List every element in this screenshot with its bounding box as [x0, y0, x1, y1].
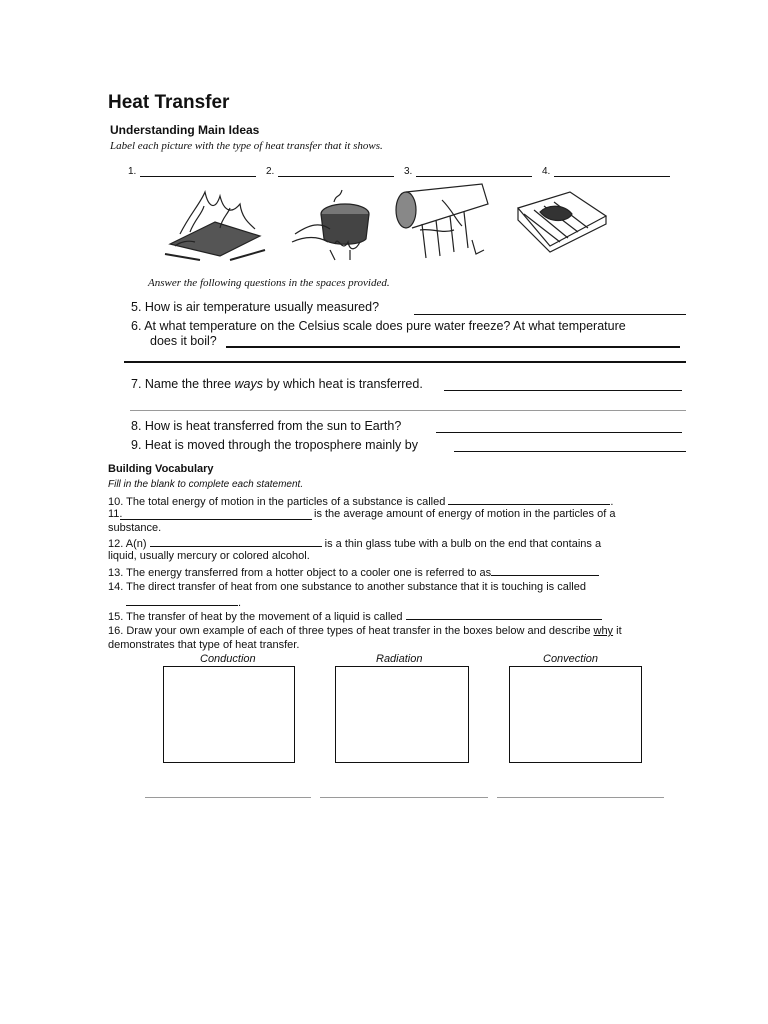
description-line-conduction[interactable]: [145, 797, 311, 798]
question-6-line-1: 6. At what temperature on the Celsius scale does pure water freeze? At what temperature: [131, 319, 626, 333]
statement-11: is the average amount of energy of motion in the particles of a: [314, 508, 616, 520]
blank-12[interactable]: [150, 536, 322, 547]
section-heading-vocabulary: Building Vocabulary: [108, 463, 214, 475]
drawing-box-convection[interactable]: [509, 666, 642, 763]
blank-11[interactable]: [120, 519, 312, 520]
statement-13: 13. The energy transferred from a hotter object to a cooler one is referred to as: [108, 565, 599, 579]
blank-10[interactable]: [448, 494, 610, 505]
answer-line-8[interactable]: [436, 432, 682, 433]
blank-14[interactable]: [126, 595, 238, 606]
answer-line-6b[interactable]: [124, 361, 686, 363]
blank-15[interactable]: [406, 609, 602, 620]
answer-line-6a[interactable]: [226, 346, 680, 348]
drawing-box-radiation[interactable]: [335, 666, 469, 763]
radiator-illustration: [392, 180, 492, 262]
picture-answer-line-1[interactable]: [140, 176, 256, 177]
statement-14-end: .: [126, 595, 241, 609]
section-heading-main-ideas: Understanding Main Ideas: [110, 123, 260, 137]
statement-10: 10. The total energy of motion in the particles of a substance is called .: [108, 495, 614, 508]
answer-line-7a[interactable]: [444, 390, 682, 391]
blank-13[interactable]: [491, 565, 599, 576]
picture-answer-line-4[interactable]: [554, 176, 670, 177]
statement-12: 12. A(n) is a thin glass tube with a bulb on the end that contains a: [108, 537, 602, 550]
vocab-instruction: Fill in the blank to complete each statement.: [108, 479, 304, 490]
drawing-box-conduction[interactable]: [163, 666, 295, 763]
picture-answer-line-2[interactable]: [278, 176, 394, 177]
answer-line-9[interactable]: [454, 451, 686, 452]
question-5: 5. How is air temperature usually measured?: [131, 300, 380, 314]
description-line-radiation[interactable]: [320, 797, 488, 798]
statement-12-continued: liquid, usually mercury or colored alcohol.: [108, 550, 310, 562]
page-title: Heat Transfer: [108, 92, 230, 113]
picture-label-1: 1.: [128, 166, 137, 177]
description-line-convection[interactable]: [497, 797, 664, 798]
picture-answer-line-3[interactable]: [416, 176, 532, 177]
answer-instruction: Answer the following questions in the spaces provided.: [148, 277, 390, 289]
answer-line-5[interactable]: [414, 314, 686, 315]
question-8: 8. How is heat transferred from the sun to Earth?: [131, 419, 402, 433]
question-6-line-2: does it boil?: [150, 334, 217, 348]
box-label-convection: Convection: [543, 653, 599, 665]
box-label-conduction: Conduction: [200, 653, 256, 665]
picture-instruction: Label each picture with the type of heat transfer that it shows.: [110, 140, 383, 152]
statement-11-number: 11.: [108, 508, 123, 520]
question-9: 9. Heat is moved through the troposphere mainly by: [131, 438, 418, 452]
picture-label-2: 2.: [266, 166, 275, 177]
pot-on-flame-illustration: [290, 184, 380, 262]
question-7: 7. Name the three ways by which heat is transferred.: [131, 377, 423, 391]
campfire-illustration: [160, 184, 270, 262]
statement-11-continued: substance.: [108, 522, 162, 534]
answer-line-7b[interactable]: [130, 410, 686, 411]
statement-16: 16. Draw your own example of each of three types of heat transfer in the boxes below and describe why it: [108, 625, 622, 637]
picture-label-4: 4.: [542, 166, 551, 177]
statement-14: 14. The direct transfer of heat from one substance to another substance that it is touching is called: [108, 581, 586, 593]
statement-15: 15. The transfer of heat by the movement of a liquid is called: [108, 609, 602, 623]
statement-16-continued: demonstrates that type of heat transfer.: [108, 639, 300, 651]
picture-label-3: 3.: [404, 166, 413, 177]
grill-illustration: [510, 186, 610, 256]
box-label-radiation: Radiation: [376, 653, 423, 665]
